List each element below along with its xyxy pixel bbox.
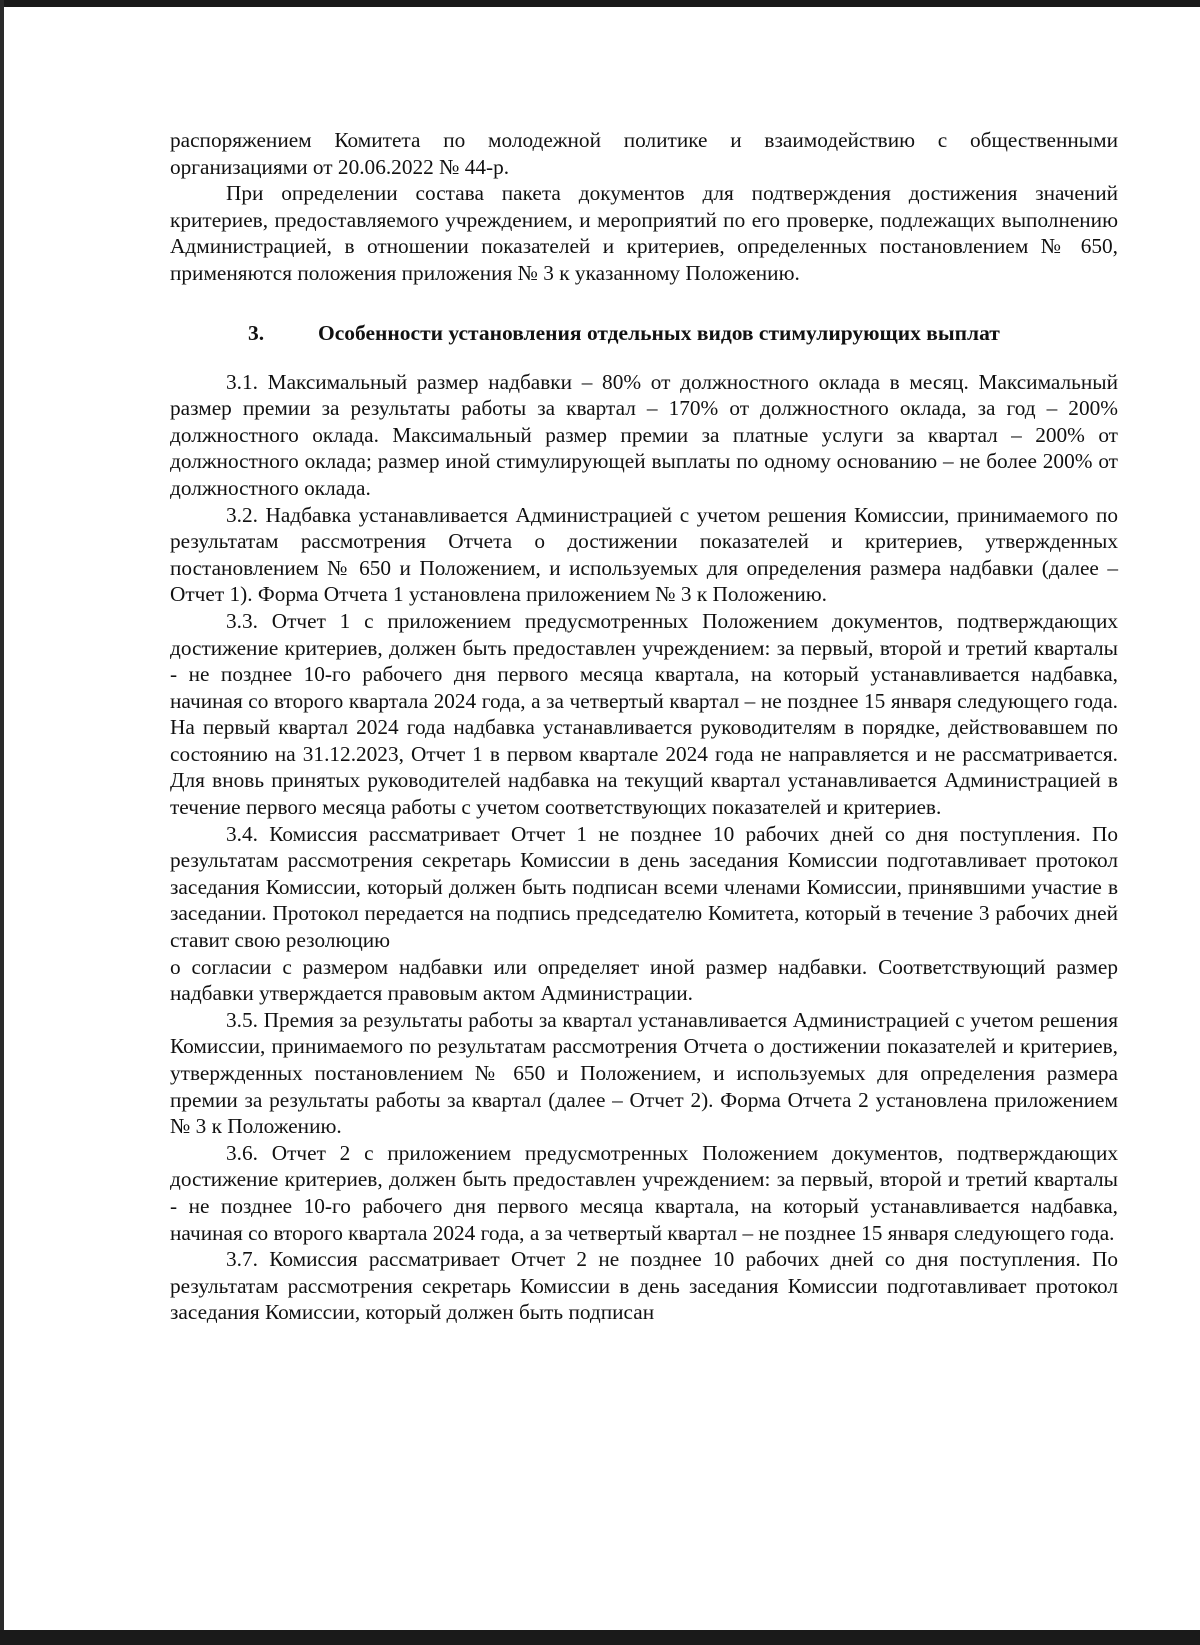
paragraph-3-1: 3.1. Максимальный размер надбавки – 80% от должностного оклада в месяц. Максимальный размер премии за результаты работы за квартал – 170% от должностного оклада, за год – 200% должностного оклада. Максимальный размер премии за платные услуги за квартал – 200% от должностного оклада; размер иной стимулирующей выплаты по одному основанию – не более 200% от должностного оклада. <box>170 369 1118 500</box>
paragraph-3-4-continued: о согласии с размером надбавки или определяет иной размер надбавки. Соответствующий размер надбавки утверждается правовым актом Администрации. <box>170 954 1118 1006</box>
section-number: 3. <box>248 320 265 345</box>
paragraph-3-7: 3.7. Комиссия рассматривает Отчет 2 не позднее 10 рабочих дней со дня поступления. По результатам рассмотрения секретарь Комиссии в день заседания Комиссии подготавливает протокол заседания Комиссии, который должен быть подписан <box>170 1247 1118 1325</box>
paragraph-3-2: 3.2. Надбавка устанавливается Администрацией с учетом решения Комиссии, принимаемого по результатам рассмотрения Отчета о достижении показателей и критериев, утвержденных постановлением № 650 и Положением, и используемых для определения размера надбавки (далее – Отчет 1). Форма Отчета 1 установлена приложением № 3 к Положению. <box>170 502 1118 607</box>
paragraph-3-6: 3.6. Отчет 2 с приложением предусмотренных Положением документов, подтверждающих достижение критериев, должен быть предоставлен учреждением: за первый, второй и третий кварталы - не позднее 10-го рабочего дня первого месяца квартала, на который устанавливается надбавка, начиная со второго квартала 2024 года, а за четвертый квартал – не позднее 15 января следующего года. <box>170 1140 1118 1245</box>
scan-border-bottom <box>0 1630 1200 1645</box>
paragraph-documents: При определении состава пакета документов для подтверждения достижения значений критериев, предоставляемого учреждением, и мероприятий по его проверке, подлежащих выполнению Администрацией, в отношении показателей и критериев, определенных постановлением № 650, применяются положения приложения № 3 к указанному Положению. <box>170 181 1118 285</box>
section-title: Особенности установления отдельных видов стимулирующих выплат <box>318 320 1000 345</box>
paragraph-3-4: 3.4. Комиссия рассматривает Отчет 1 не позднее 10 рабочих дней со дня поступления. По результатам рассмотрения секретарь Комиссии в день заседания Комиссии подготавливает протокол заседания Комиссии, который должен быть подписан всеми членами Комиссии, принявшими участие в заседании. Протокол передается на подпись председателю Комитета, который в течение 3 рабочих дней ставит свою резолюцию <box>170 821 1118 953</box>
scan-border-top <box>0 0 1200 7</box>
section-heading <box>170 319 1118 347</box>
paragraph-3-5: 3.5. Премия за результаты работы за квартал устанавливается Администрацией с учетом решения Комиссии, принимаемого по результатам рассмотрения Отчета о достижении показателей и критериев, утвержденных постановлением № 650 и Положением, и используемых для определения размера премии за результаты работы за квартал (далее – Отчет 2). Форма Отчета 2 установлена приложением № 3 к Положению. <box>170 1007 1118 1139</box>
paragraph-intro: распоряжением Комитета по молодежной политике и взаимодействию с общественными организациями от 20.06.2022 № 44-р. <box>170 128 1118 179</box>
scan-border-left <box>0 0 4 1645</box>
paragraph-3-3: 3.3. Отчет 1 с приложением предусмотренных Положением документов, подтверждающих достижение критериев, должен быть предоставлен учреждением: за первый, второй и третий кварталы - не позднее 10-го рабочего дня первого месяца квартала, на который устанавливается надбавка, начиная со второго квартала 2024 года, а за четвертый квартал – не позднее 15 января следующего года. На первый квартал 2024 года надбавка устанавливается руководителям в порядке, действовавшем по состоянию на 31.12.2023, Отчет 1 в первом квартале 2024 года не направляется и не рассматривается. Для вновь принятых руководителей надбавка на текущий квартал устанавливается Администрацией в течение первого месяца работы с учетом соответствующих показателей и критериев. <box>170 608 1118 820</box>
document-page <box>170 127 1118 1326</box>
